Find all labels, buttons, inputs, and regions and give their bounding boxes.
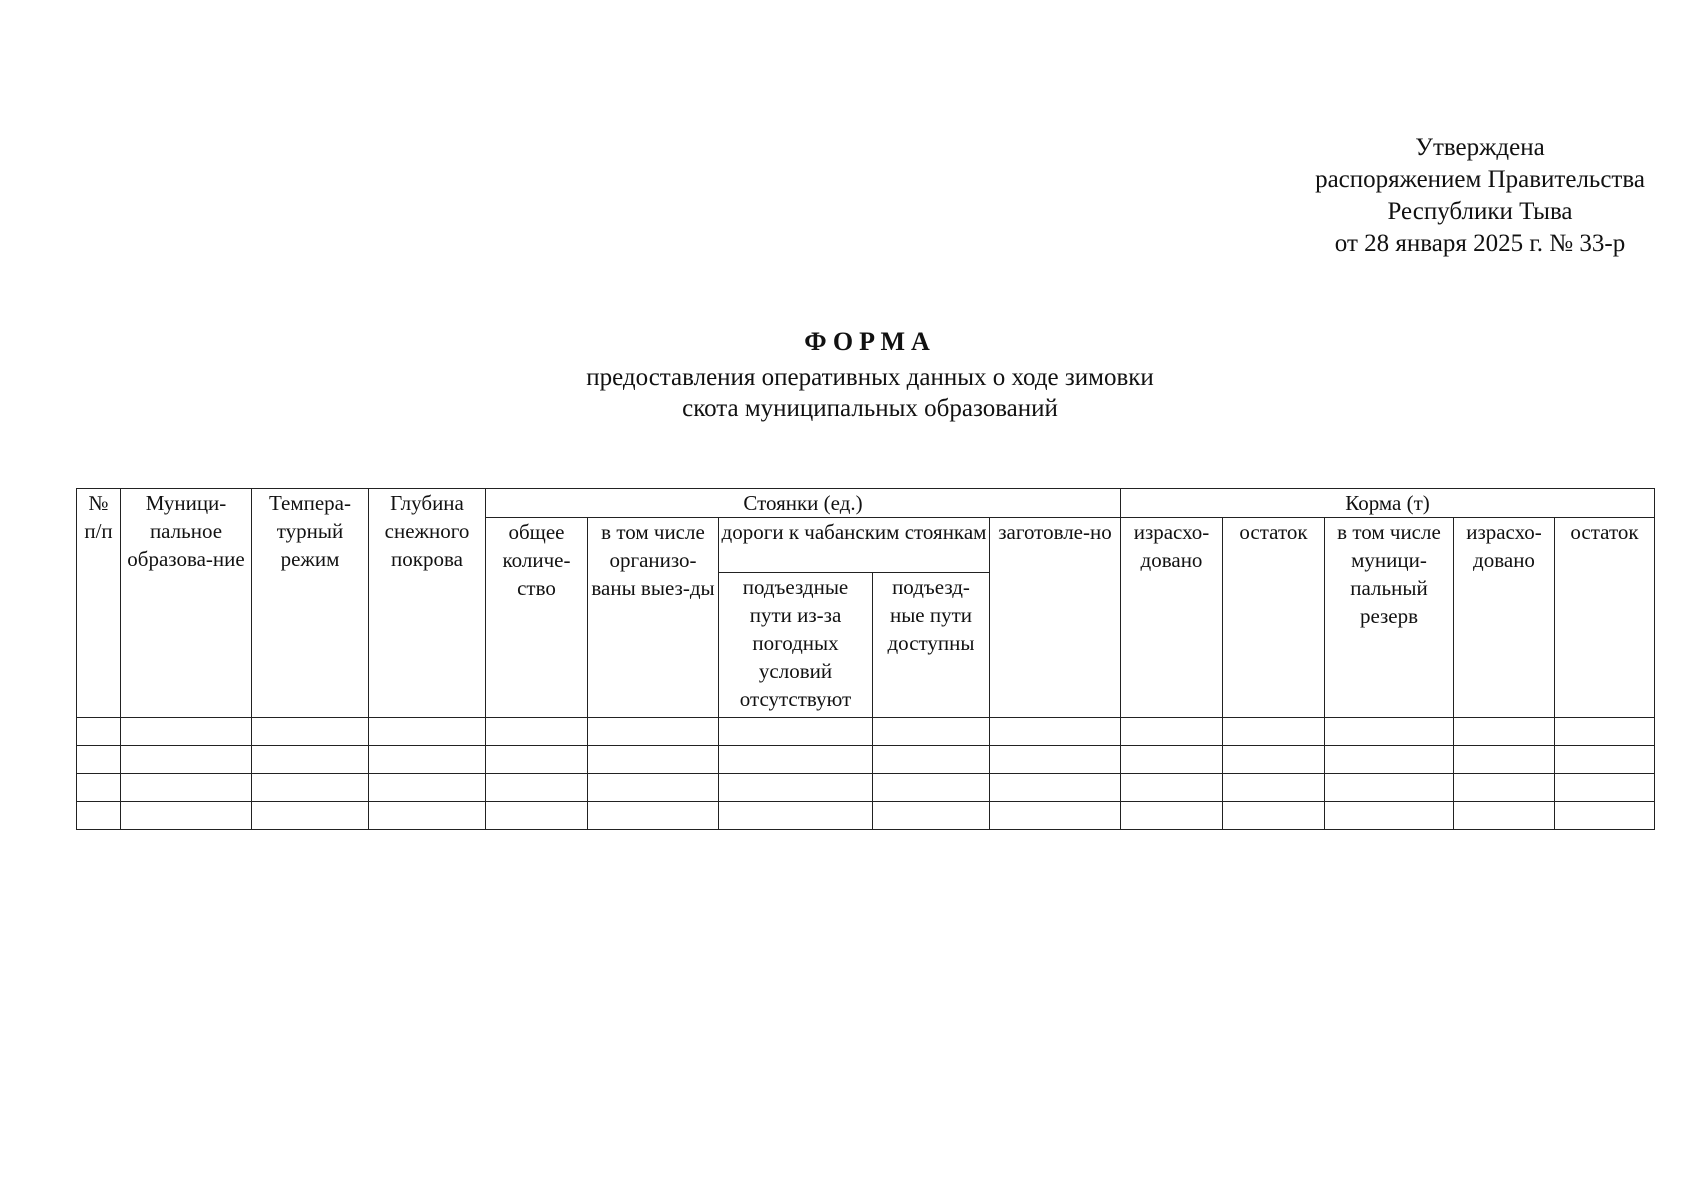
table-cell [588,746,719,774]
table-cell [1223,718,1325,746]
table-cell [252,746,369,774]
header-temperature-label: Темпера-турный режим [268,491,351,571]
header-stands-total-label: общее количе-ство [502,520,571,600]
header-feed-balance-label: остаток [1239,520,1308,544]
table-cell [369,718,486,746]
table-cell [1121,802,1223,830]
table-cell [486,802,588,830]
table-cell [990,746,1121,774]
table-cell [1454,802,1555,830]
header-stands-visited-label: в том числе организо-ваны выез-ды [591,520,715,600]
table-cell [990,718,1121,746]
table-cell [719,774,873,802]
table-cell [1555,774,1655,802]
header-stands-group [486,489,1121,518]
header-stands-visited [588,518,719,718]
header-roads-absent-label: подъездные пути из-за погодных условий отсутствуют [739,575,852,711]
header-num-label: № п/п [84,491,113,543]
header-reserve [1325,518,1454,718]
approval-line-4: от 28 января 2025 г. № 33-р [1334,230,1626,257]
table-cell [77,802,121,830]
table-cell [990,774,1121,802]
header-reserve-balance-label: остаток [1570,520,1639,544]
approval-line-1: Утверждена [1415,134,1545,161]
table-cell [719,746,873,774]
header-snow-depth-label: Глубина снежного покрова [384,491,470,571]
table-cell [77,746,121,774]
table-cell [369,774,486,802]
approval-line-2: распоряжением Правительства [1315,166,1645,193]
table-cell [1223,802,1325,830]
header-municipality-label: Муници-пальное образова-ние [127,491,245,571]
table-cell [588,774,719,802]
table-cell [77,718,121,746]
table-cell [77,774,121,802]
table-cell [1555,718,1655,746]
table-cell [1454,746,1555,774]
form-title: ФОРМА [804,327,936,356]
table-cell [1555,746,1655,774]
table-cell [486,718,588,746]
table-row [77,746,1655,774]
table-cell [121,802,252,830]
table-cell [873,774,990,802]
table-cell [873,718,990,746]
table-cell [121,746,252,774]
table-cell [252,802,369,830]
table-cell [1454,718,1555,746]
table-row [77,718,1655,746]
table-cell [369,802,486,830]
header-feed-harvested-label: заготовле-но [998,520,1112,544]
table-cell [719,802,873,830]
header-stands-group-label: Стоянки (ед.) [743,491,863,515]
table-cell [1223,746,1325,774]
table-cell [252,718,369,746]
table-cell [1121,718,1223,746]
table-cell [1325,746,1454,774]
form-subtitle [0,362,1697,424]
table-cell [719,718,873,746]
table-cell [990,802,1121,830]
table-cell [588,718,719,746]
table-cell [1121,746,1223,774]
header-reserve-spent-label: израсхо-довано [1466,520,1542,572]
header-roads-absent [719,573,873,718]
header-feed-spent-label: израсхо-довано [1133,520,1210,572]
form-subtitle-line-2: скота муниципальных образований [682,395,1058,422]
table-cell [1325,802,1454,830]
table-cell [1223,774,1325,802]
header-reserve-balance [1555,518,1655,718]
table-cell [873,802,990,830]
header-reserve-spent [1454,518,1555,718]
table-cell [588,802,719,830]
table-cell [1325,774,1454,802]
table-cell [486,774,588,802]
header-feed-balance [1223,518,1325,718]
header-roads-group [719,518,990,573]
header-feed-harvested [990,518,1121,718]
header-roads-available [873,573,990,718]
header-roads-group-label: дороги к чабанским стоянкам [721,520,987,544]
header-reserve-label: в том числе муници-пальный резерв [1337,520,1441,628]
approval-line-3: Республики Тыва [1387,198,1573,225]
form-subtitle-line-1: предоставления оперативных данных о ходе зимовки [586,364,1154,391]
header-feed-group-label: Корма (т) [1345,491,1430,515]
table-cell [1555,802,1655,830]
form-table [76,488,1655,830]
header-stands-total [486,518,588,718]
table-cell [1325,718,1454,746]
table-cell [121,718,252,746]
header-feed-spent [1121,518,1223,718]
table-cell [121,774,252,802]
header-feed-group [1121,489,1655,518]
header-temperature [252,489,369,718]
header-row-1 [77,489,1655,518]
table-cell [486,746,588,774]
table-cell [369,746,486,774]
approval-block [1280,132,1680,260]
header-snow-depth [369,489,486,718]
header-num [77,489,121,718]
table-cell [873,746,990,774]
table-cell [1454,774,1555,802]
header-roads-available-label: подъезд-ные пути доступны [887,575,975,655]
table-row [77,802,1655,830]
table-row [77,774,1655,802]
table-cell [1121,774,1223,802]
table-cell [252,774,369,802]
header-municipality [121,489,252,718]
